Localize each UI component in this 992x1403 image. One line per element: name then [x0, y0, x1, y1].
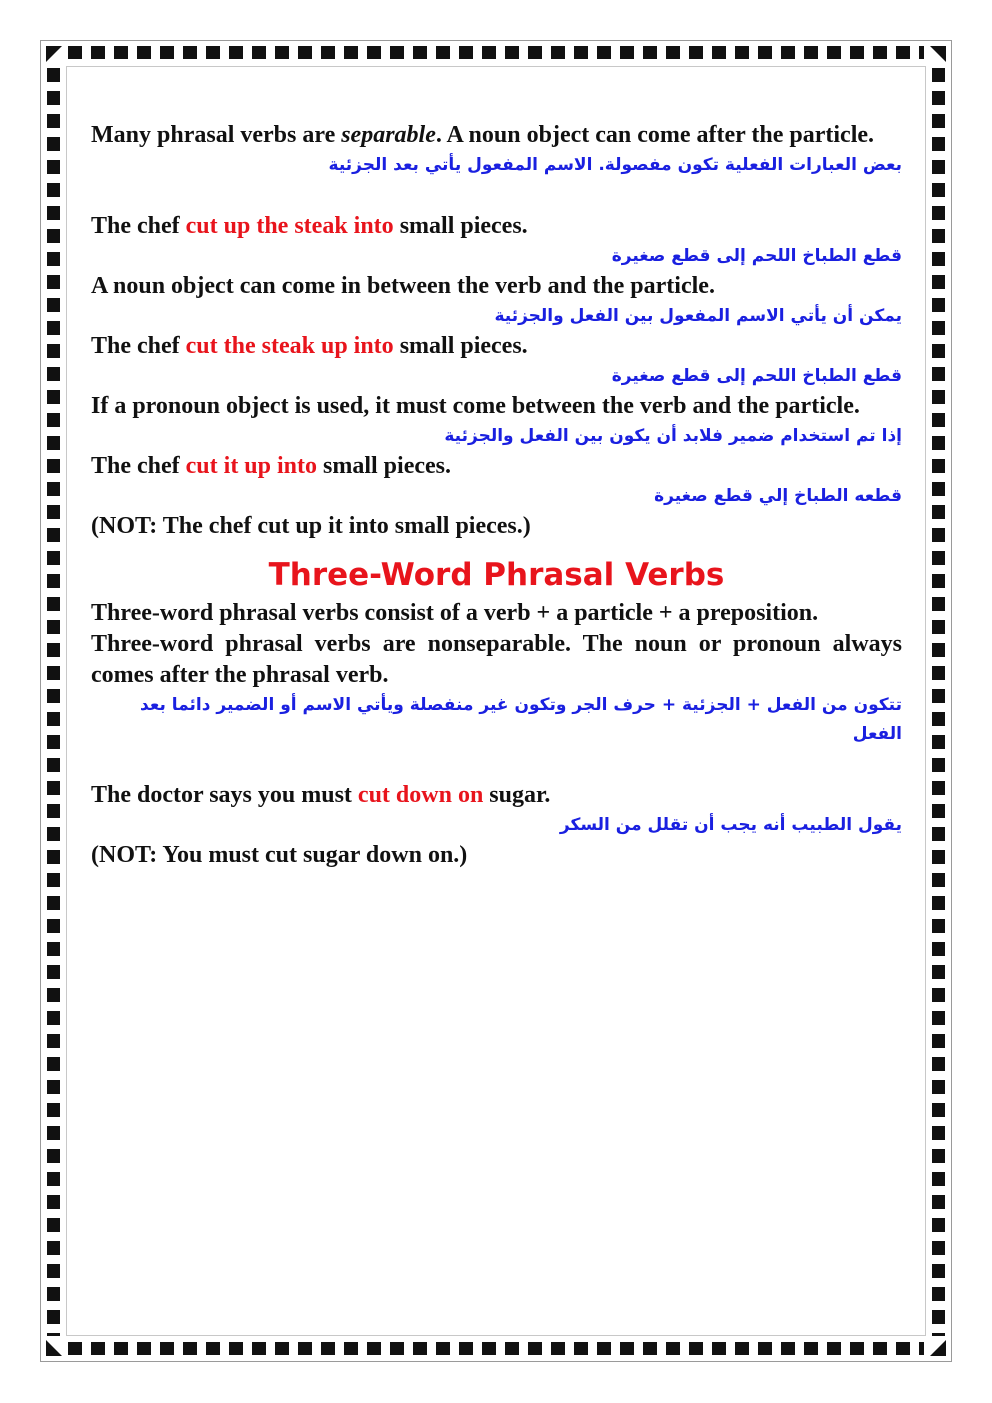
example-3-highlight: cut it up into: [185, 453, 318, 479]
intro-emphasis: separable: [341, 122, 436, 148]
example-4: [91, 780, 902, 811]
example-4-suffix: sugar.: [483, 782, 551, 808]
intro-arabic: بعض العبارات الفعلية تكون مفصولة. الاسم المفعول يأتي بعد الجزئية: [328, 155, 902, 175]
border-left-bar: [47, 68, 60, 1336]
example-2: [91, 331, 902, 362]
example-1-highlight: cut up the steak into: [185, 213, 394, 239]
example-4-arabic: يقول الطبيب أنه يجب أن تقلل من السكر: [559, 815, 902, 835]
section-2-text-1: Three-word phrasal verbs consist of a verb + a particle + a preposition.: [91, 600, 819, 626]
example-1-arabic: قطع الطباخ اللحم إلى قطع صغيرة: [611, 246, 902, 266]
border-corner-br: [930, 1340, 946, 1356]
section-2-text-2: Three-word phrasal verbs are nonseparable. The noun or pronoun always comes after the phrasal verb.: [91, 631, 902, 688]
example-2-prefix: The chef: [91, 333, 186, 359]
example-3: [91, 451, 902, 482]
example-3-note: (NOT: The chef cut up it into small pieces.): [91, 513, 531, 539]
intro-text-2: . A noun object can come after the particle.: [435, 122, 875, 148]
example-1-prefix: The chef: [91, 213, 186, 239]
border-right-bar: [932, 68, 945, 1336]
intro-paragraph: [91, 120, 902, 151]
section-heading: Three-Word Phrasal Verbs: [268, 557, 725, 593]
border-top-bar: [68, 46, 924, 59]
rule-3-arabic: إذا تم استخدام ضمير فلابد أن يكون بين الفعل والجزئية: [444, 426, 902, 446]
section-2-arabic-line-1: تتكون من الفعل + الجزئية + حرف الجر وتكون غير منفصلة ويأتي الاسم أو الضمير دائما بعد: [140, 695, 902, 715]
rule-2-arabic: يمكن أن يأتي الاسم المفعول بين الفعل والجزئية: [494, 306, 902, 326]
example-4-note: (NOT: You must cut sugar down on.): [91, 842, 468, 868]
spacer: [91, 180, 902, 211]
intro-text-1: Many phrasal verbs are: [91, 122, 342, 148]
example-1-suffix: small pieces.: [393, 213, 528, 239]
example-4-prefix: The doctor says you must: [91, 782, 358, 808]
rule-2: A noun object can come in between the verb and the particle.: [91, 273, 715, 299]
example-3-prefix: The chef: [91, 453, 186, 479]
border-corner-bl: [46, 1340, 62, 1356]
border-corner-tr: [930, 46, 946, 62]
example-1: [91, 211, 902, 242]
spacer: [91, 749, 902, 780]
document-body: [91, 120, 902, 871]
border-corner-tl: [46, 46, 62, 62]
example-4-highlight: cut down on: [357, 782, 484, 808]
example-2-arabic: قطع الطباخ اللحم إلى قطع صغيرة: [611, 366, 902, 386]
example-3-arabic: قطعه الطباخ إلي قطع صغيرة: [654, 486, 902, 506]
example-3-suffix: small pieces.: [317, 453, 451, 479]
rule-3: If a pronoun object is used, it must come between the verb and the particle.: [91, 393, 860, 419]
section-2-arabic-line-2: الفعل: [852, 724, 902, 744]
example-2-highlight: cut the steak up into: [185, 333, 394, 359]
example-2-suffix: small pieces.: [393, 333, 528, 359]
border-bottom-bar: [68, 1342, 924, 1355]
